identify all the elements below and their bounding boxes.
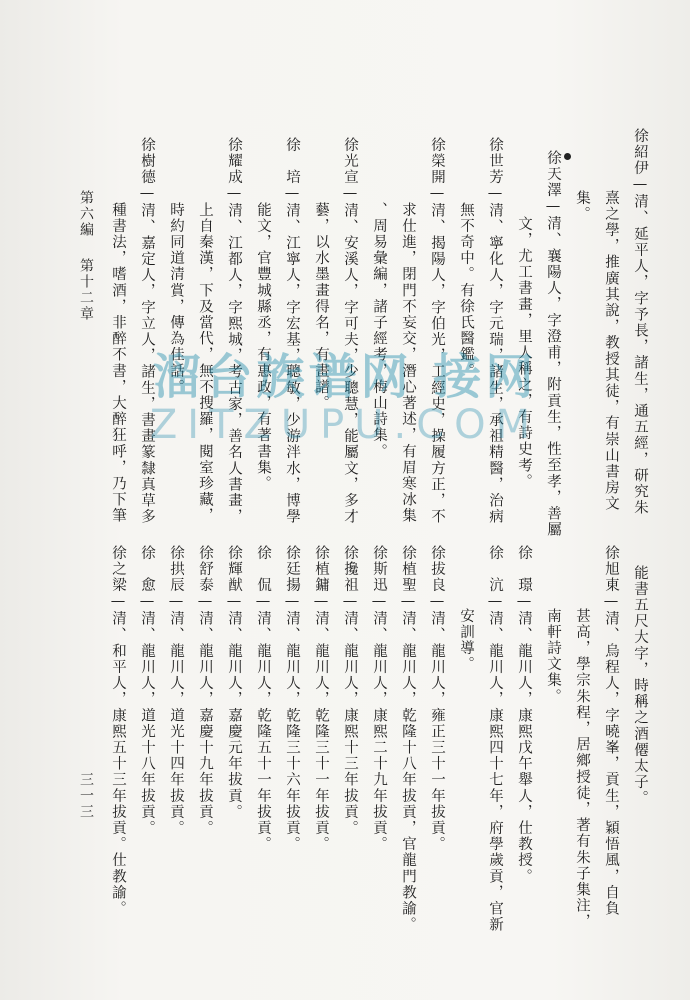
upper-column: 求仕進，閉門不妄交，潛心著述，有眉寒冰集 [400,202,416,524]
lower-column: 徐 愈—清、龍川人，道光十八年拔貢。 [139,545,155,837]
lower-column: 能書五尺大字，時稱之酒僊太子。 [632,565,648,807]
footer-chapter: 第十二章 [78,258,94,322]
lower-column: 徐旭東—清、烏程人，字曉峯，貢生，穎悟風，自負 [603,545,619,917]
upper-column: 徐 培—清、江寧人，字宏基，聰敏，少游泮水，博學 [284,137,300,525]
upper-column: 、周易彙編，諸子經考，梅山詩集。 [371,202,387,460]
upper-column: 徐光宣—清、安溪人，字可夫，少聰慧，能屬文，多才 [342,137,358,525]
lower-column: 徐拔良—清、龍川人，雍正三十一年拔貢。 [429,545,445,853]
lower-column: 徐 侃—清、龍川人，乾隆五十一年拔貢。 [255,545,271,853]
upper-column: 時約同道清賞，傳為佳話。 [168,202,184,396]
lower-column: 徐拱辰—清、龍川人，道光十四年拔貢。 [168,545,184,837]
upper-column: 能文，官豐城縣丞，有惠政，有著書集。 [255,202,271,492]
page-number: 三一三 [78,772,94,820]
upper-column: 無不奇中。有徐氏醫鑑。 [458,202,474,380]
lower-column: 徐斯迅—清、龍川人，康熙二十九年拔貢。 [371,545,387,853]
lower-column: 徐攙祖—清、龍川人，康熙十三年拔貢。 [342,545,358,837]
footer-series: 第六編 [78,190,94,238]
upper-column: 徐榮開—清、揭陽人，字伯光，工經史，操履方正，不 [429,137,445,525]
lower-column: 徐輝猷—清、龍川人，嘉慶元年拔貢。 [226,545,242,821]
upper-column: 熹之學，推廣其說，教授其徒，有崇山書房文 [603,190,619,512]
upper-column: 集。 [574,190,590,223]
upper-column: 徐紹伊—清、延平人，字予長，諸生，通五經，研究朱 [632,128,648,516]
upper-column: 徐耀成—清、江都人，字熙城，考古家，善名人書畫， [226,137,242,525]
lower-column: 南軒詩文集。 [545,608,561,705]
upper-column: 徐天澤—清、襄陽人，字澄甫，附貢生，性至孝，善屬 [545,150,561,538]
bullet-marker [564,153,571,160]
lower-column: 徐 璟—清、龍川人，康熙戊午舉人，仕教授。 [516,545,532,885]
upper-column: 徐世芳—清、寧化人，字元瑞，諸生，承祖精醫，治病 [487,137,503,525]
lower-column: 徐植鏞—清、龍川人，乾隆三十一年拔貢。 [313,545,329,853]
lower-column: 徐廷揚—清、龍川人，乾隆三十六年拔貢。 [284,545,300,853]
upper-column: 種書法，嗜酒，非醉不書，大醉狂呼，乃下筆 [110,202,126,524]
lower-column: 徐 沆—清、龍川人，康熙四十七年，府學歲貢，官新 [487,545,503,933]
upper-column: 藝，以水墨畫得名，有畫譜。 [313,202,329,412]
upper-column: 上自秦漢，下及當代，無不搜羅，閱室珍藏， [197,202,213,524]
lower-column: 徐之梁—清、和平人，康熙五十三年拔貢。仕教諭。 [110,545,126,917]
watermark-url: ZITZUPU.COM [149,402,541,448]
watermark-text: 溜台族谱网 接网 [152,349,538,405]
upper-column: 文，尤工書畫，里人稱之，有詩史考。 [516,216,532,490]
upper-column: 徐樹德—清、嘉定人，字立人，諸生，書畫篆隸真草多 [139,137,155,525]
lower-column: 徐舒泰—清、龍川人，嘉慶十九年拔貢。 [197,545,213,837]
lower-column: 安訓導。 [458,608,474,673]
lower-column: 甚高，學宗朱程，居鄉授徒，著有朱子集注， [574,608,590,930]
lower-column: 徐植聖—清、龍川人，乾隆十八年拔貢，官龍門教諭。 [400,545,416,933]
